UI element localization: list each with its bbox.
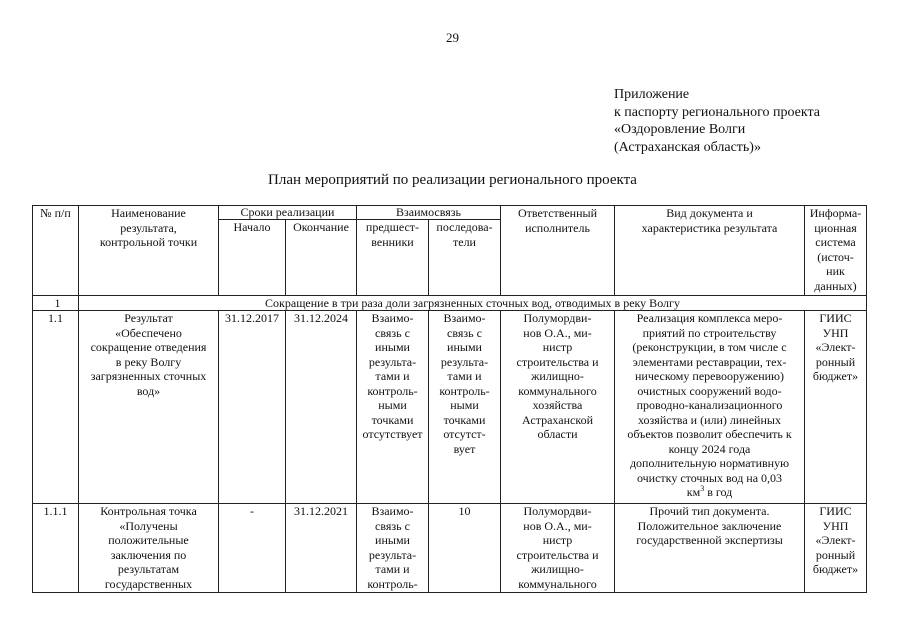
row-name: Контрольная точка «Получены положительные заключения по результатам государственных <box>79 504 219 593</box>
header-end: Окончание <box>286 220 357 296</box>
header-num: № п/п <box>33 206 79 296</box>
row-responsible: Полумордви- нов О.А., ми- нистр строительства и жилищно- коммунального <box>501 504 615 593</box>
row-name: Результат «Обеспечено сокращение отведения в реку Волгу загрязненных сточных вод» <box>79 311 219 504</box>
row-info-system: ГИИС УНП «Элект- ронный бюджет» <box>805 311 867 504</box>
header-start: Начало <box>219 220 286 296</box>
group-title: Сокращение в три раза доли загрязненных сточных вод, отводимых в реку Волгу <box>79 296 867 311</box>
group-row <box>33 296 867 311</box>
plan-title: План мероприятий по реализации регионального проекта <box>268 172 637 188</box>
header-successors: последова- тели <box>429 220 501 296</box>
row-end: 31.12.2021 <box>286 504 357 593</box>
row-info-system: ГИИС УНП «Элект- ронный бюджет» <box>805 504 867 593</box>
row-doc-type: Прочий тип документа. Положительное заключение государственной экспертизы <box>615 504 805 593</box>
row-start: 31.12.2017 <box>219 311 286 504</box>
plan-table <box>32 205 867 593</box>
page-number: 29 <box>446 30 459 45</box>
header-name: Наименование результата, контрольной точки <box>79 206 219 296</box>
row-responsible: Полумордви- нов О.А., ми- нистр строительства и жилищно- коммунального хозяйства Астраханской области <box>501 311 615 504</box>
header-info-system: Информа- ционная система (источ- ник данных) <box>805 206 867 296</box>
header-relation: Взаимосвязь <box>357 206 501 220</box>
row-predecessors: Взаимо- связь с иными результа- тами и контроль- ными точками отсутствует <box>357 311 429 504</box>
row-doc-type: Реализация комплекса меро- приятий по строительству (реконструкции, в том числе с элементами реставрации, тех- ническому перевооружению) очистных сооружений водо- проводно-канализационного хозяйства и (или) линейных объектов позволит обеспечить к концу 2024 года дополнительную нормативную очистку сточных вод на 0,03 $км^3$ в год <box>615 311 805 504</box>
table-row <box>33 504 867 593</box>
row-num: 1.1.1 <box>33 504 79 593</box>
appendix-caption <box>614 86 820 156</box>
row-successors: Взаимо- связь с иными результа- тами и контроль- ными точками отсутст- вует <box>429 311 501 504</box>
table-row <box>33 311 867 504</box>
row-successors: 10 <box>429 504 501 593</box>
header-deadlines: Сроки реализации <box>219 206 357 220</box>
appendix-line-1: Приложение <box>614 87 690 102</box>
header-responsible: Ответственный исполнитель <box>501 206 615 296</box>
row-num: 1.1 <box>33 311 79 504</box>
row-start: - <box>219 504 286 593</box>
row-predecessors: Взаимо- связь с иными результа- тами и контроль- <box>357 504 429 593</box>
header-row-1 <box>33 206 867 220</box>
header-predecessors: предшест- венники <box>357 220 429 296</box>
appendix-line-4: (Астраханская область)» <box>614 139 761 155</box>
appendix-line-3: «Оздоровление Волги <box>614 122 746 137</box>
appendix-line-2: к паспорту регионального проекта <box>614 104 820 120</box>
row-end: 31.12.2024 <box>286 311 357 504</box>
group-num: 1 <box>33 296 79 311</box>
header-doc-type: Вид документа и характеристика результата <box>615 206 805 296</box>
